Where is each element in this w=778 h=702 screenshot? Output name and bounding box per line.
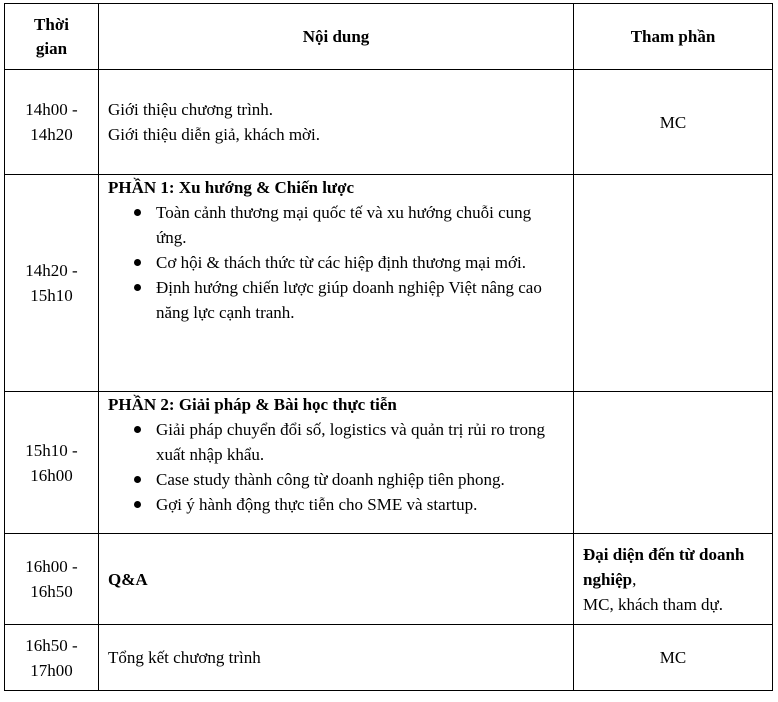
- content-line: Giới thiệu chương trình.: [108, 100, 274, 119]
- participants-bold: Đại diện đến từ doanh nghiệp: [583, 544, 745, 589]
- time-cell: 16h50 - 17h00: [5, 625, 99, 691]
- participants-cell: [574, 392, 773, 534]
- participants-cell: Đại diện đến từ doanh nghiệp, MC, khách tham dự.: [574, 534, 773, 625]
- table-row: [5, 534, 773, 625]
- participants-cell: MC: [574, 70, 773, 175]
- header-row: [5, 4, 773, 70]
- list-item: Toàn cảnh thương mại quốc tế và xu hướng chuỗi cung ứng.: [156, 200, 564, 250]
- bullet-list: [108, 200, 564, 325]
- table-row: [5, 625, 773, 691]
- content-cell: [99, 175, 574, 392]
- header-content: Nội dung: [99, 4, 574, 70]
- section-title: PHẦN 2: Giải pháp & Bài học thực tiễn: [108, 395, 397, 414]
- content-cell: [99, 70, 574, 175]
- participants-cell: [574, 175, 773, 392]
- time-cell: 14h00 - 14h20: [5, 70, 99, 175]
- participants-line: MC, khách tham dự.: [583, 594, 724, 614]
- content-cell: [99, 392, 574, 534]
- list-item: Gợi ý hành động thực tiễn cho SME và startup.: [156, 492, 564, 517]
- time-cell: 16h00 - 16h50: [5, 534, 99, 625]
- list-item: Case study thành công từ doanh nghiệp tiên phong.: [156, 467, 564, 492]
- content-cell: Q&A: [99, 534, 574, 625]
- list-item: Giải pháp chuyển đổi số, logistics và quản trị rủi ro trong xuất nhập khẩu.: [156, 417, 564, 467]
- participants-cell: MC: [574, 625, 773, 691]
- list-item: Cơ hội & thách thức từ các hiệp định thương mại mới.: [156, 250, 564, 275]
- agenda-table: [4, 3, 773, 691]
- table-row: [5, 70, 773, 175]
- section-title: PHẦN 1: Xu hướng & Chiến lược: [108, 178, 355, 197]
- time-cell: 14h20 - 15h10: [5, 175, 99, 392]
- table-row: [5, 392, 773, 534]
- header-participants: Tham phần: [574, 4, 773, 70]
- bullet-list: [108, 417, 564, 517]
- content-line: Giới thiệu diễn giả, khách mời.: [108, 125, 321, 144]
- table-row: [5, 175, 773, 392]
- time-cell: 15h10 - 16h00: [5, 392, 99, 534]
- content-cell: Tổng kết chương trình: [99, 625, 574, 691]
- list-item: Định hướng chiến lược giúp doanh nghiệp Việt nâng cao năng lực cạnh tranh.: [156, 275, 564, 325]
- header-time: Thời gian: [5, 4, 99, 70]
